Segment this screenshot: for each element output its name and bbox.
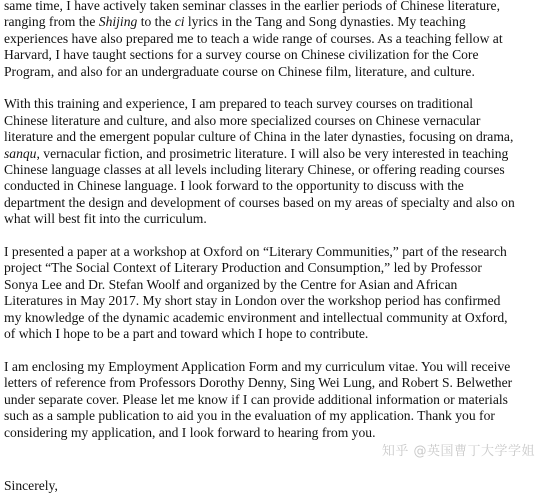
text-line: Sonya Lee and Dr. Stefan Woolf and organized by the Centre for Asian and African	[4, 276, 458, 292]
italic-term: sanqu	[4, 145, 37, 161]
text-line: project “The Social Context of Literary Production and Consumption,” led by Professor	[4, 260, 482, 276]
text-line: literature and the emergent popular culture of China in the later dynasties, focusing on drama,	[4, 129, 514, 145]
text-line: under separate cover. Please let me know if I can provide additional information or materials	[4, 391, 508, 407]
text-line: I presented a paper at a workshop at Oxford on “Literary Communities,” part of the research	[4, 244, 507, 260]
text-line: ranging from the Shijing to the ci lyrics in the Tang and Song dynasties. My teaching	[4, 14, 466, 30]
paragraph-enclosures	[4, 359, 547, 441]
text-line: of which I hope to be a part and toward which I hope to contribute.	[4, 326, 369, 342]
italic-term: ci	[174, 14, 185, 30]
paragraph-oxford-workshop	[4, 244, 547, 342]
text-line: Chinese literature and culture, and also more specialized courses on Chinese vernacular	[4, 112, 481, 128]
text-line: Literatures in May 2017. My short stay in London over the workshop period has confirmed	[4, 293, 501, 309]
text-line: Program, and also for an undergraduate course on Chinese film, literature, and culture.	[4, 63, 475, 79]
text-line: what will best fit into the curriculum.	[4, 211, 207, 227]
paragraph-course-plans	[4, 96, 547, 227]
paragraph-teaching-experience	[4, 0, 547, 80]
closing-salutation: Sincerely,	[4, 478, 58, 493]
text-line: sanqu, vernacular fiction, and prosimetric literature. I will also be very interested in teaching	[4, 145, 509, 161]
text-line: Harvard, I have taught sections for a survey course on Chinese civilization for the Core	[4, 47, 479, 63]
text-line: I am enclosing my Employment Application Form and my curriculum vitae. You will receive	[4, 358, 511, 374]
text-line: letters of reference from Professors Dorothy Denny, Sing Wei Lung, and Robert S. Belwether	[4, 375, 513, 391]
text-line: considering my application, and I look forward to hearing from you.	[4, 424, 376, 440]
text-line: my knowledge of the dynamic academic environment and intellectual community at Oxford,	[4, 309, 508, 325]
letter-body	[4, 0, 547, 457]
text-line: department the design and development of courses based on my areas of specialty and also on	[4, 194, 515, 210]
zhihu-watermark: 知乎 @英国曹丁大学学姐	[381, 444, 535, 459]
text-line: With this training and experience, I am prepared to teach survey courses on traditional	[4, 96, 474, 112]
text-line: conducted in Chinese language. I look forward to the opportunity to discuss with the	[4, 178, 464, 194]
text-line: same time, I have actively taken seminar classes in the earlier periods of Chinese literature,	[4, 0, 500, 13]
text-line: Chinese language classes at all levels including literary Chinese, or offering reading courses	[4, 162, 505, 178]
text-line: experiences have also prepared me to teach a wide range of courses. As a teaching fellow at	[4, 30, 503, 46]
italic-term: Shijing	[98, 14, 138, 30]
text-line: such as a sample publication to aid you in the evaluation of my application. Thank you for	[4, 408, 495, 424]
